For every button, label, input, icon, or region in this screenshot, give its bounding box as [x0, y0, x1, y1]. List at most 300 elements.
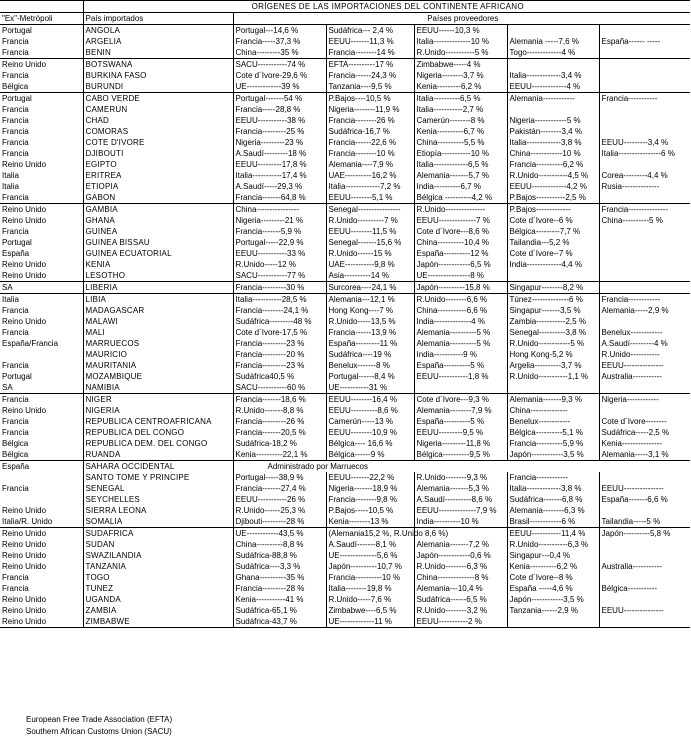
- cell-supplier-2: Sudáfrica----19 %: [326, 349, 414, 360]
- cell-metropoli: Reino Unido: [2, 160, 47, 169]
- cell-supplier-3: EEUU--------------7 %: [414, 215, 507, 226]
- cell-supplier-2: UE-------------11 %: [326, 616, 414, 628]
- cell-supplier-4: Bélgica---------7,7 %: [507, 226, 599, 237]
- cell-supplier-5: Alemania-----2,9 %: [599, 305, 690, 316]
- cell-metropoli: Reino Unido: [0, 59, 83, 71]
- cell-supplier-1: China---------35 %: [233, 47, 326, 59]
- cell-metropoli: [0, 494, 83, 505]
- cell-supplier-1: EEUU-----------26 %: [233, 494, 326, 505]
- cell-supplier-5: Benelux------------: [599, 327, 690, 338]
- cell-country: GHANA: [83, 215, 233, 226]
- cell-metropoli: Reino Unido: [2, 551, 47, 560]
- cell-country: TANZANIA: [83, 561, 233, 572]
- header-pais-importador: País importados: [83, 13, 233, 25]
- cell-supplier-2: Francia----------10 %: [326, 572, 414, 583]
- cell-metropoli: España: [2, 249, 30, 258]
- cell-supplier-1: Sudáfrica-43,7 %: [233, 616, 326, 628]
- cell-supplier-5: Nigeria------------: [599, 394, 690, 406]
- cell-supplier-4: Francia----------5,9 %: [507, 438, 599, 449]
- cell-supplier-2: UE-----------31 %: [326, 382, 414, 394]
- table-row: [0, 438, 690, 449]
- cell-supplier-4: Kenia----------6,2 %: [507, 561, 599, 572]
- cell-supplier-2: España---------11 %: [326, 338, 414, 349]
- cell-supplier-2: Asia----------14 %: [326, 270, 414, 282]
- cell-supplier-5: [599, 405, 690, 416]
- cell-supplier-2: Francia--------10 %: [326, 148, 414, 159]
- cell-supplier-5: EEUU---------------: [599, 605, 690, 616]
- cell-metropoli: Reino Unido: [2, 562, 47, 571]
- cell-supplier-4: Cote d´Ivore--7 %: [507, 248, 599, 259]
- cell-supplier-2: Italia--------19,8 %: [326, 583, 414, 594]
- cell-supplier-3: Italia-------------6,5 %: [414, 159, 507, 170]
- cell-supplier-1: R.Unido------25,3 %: [233, 505, 326, 516]
- table-row: [0, 126, 690, 137]
- cell-supplier-4: [507, 382, 599, 394]
- cell-metropoli: [0, 472, 83, 483]
- cell-supplier-2: R.Unido------15 %: [326, 248, 414, 259]
- cell-metropoli: España: [0, 461, 83, 473]
- cell-supplier-2: R.Unido-----7,6 %: [326, 594, 414, 605]
- cell-supplier-1: Portugal-------54 %: [233, 93, 326, 105]
- cell-supplier-2: P.Bajos----10,5 %: [326, 93, 414, 105]
- cell-supplier-4: Bélgica----------5,1 %: [507, 427, 599, 438]
- table-row: [0, 338, 690, 349]
- cell-country: CAMERUN: [83, 104, 233, 115]
- cell-supplier-4: R.Unido-----------1,1 %: [507, 371, 599, 382]
- cell-supplier-5: [599, 505, 690, 516]
- cell-supplier-4: [507, 104, 599, 115]
- cell-supplier-3: India----------6,7 %: [414, 181, 507, 192]
- table-row: [0, 115, 690, 126]
- footnote-efta: European Free Trade Association (EFTA): [26, 715, 173, 724]
- cell-supplier-4: Singapur-------3,5 %: [507, 305, 599, 316]
- cell-supplier-4: Singapur--------8,2 %: [507, 282, 599, 294]
- cell-supplier-3: India-----------9 %: [414, 349, 507, 360]
- cell-supplier-3: Zimbabwe-----4 %: [414, 59, 507, 71]
- cell-supplier-5: [599, 226, 690, 237]
- table-row: [0, 204, 690, 216]
- cell-metropoli: Francia: [2, 48, 29, 57]
- cell-supplier-5: Rusia--------------: [599, 181, 690, 192]
- cell-supplier-3: Alemania-------7,2 %: [414, 539, 507, 550]
- cell-country: MAURICIO: [83, 349, 233, 360]
- cell-supplier-4: Italia-------------3,8 %: [507, 137, 599, 148]
- cell-supplier-3: Bélgica ----------4,2 %: [414, 192, 507, 204]
- table-row: [0, 192, 690, 204]
- cell-supplier-4: Zambia-----------2,5 %: [507, 316, 599, 327]
- cell-metropoli: Bélgica: [2, 82, 29, 91]
- table-row: [0, 405, 690, 416]
- table-row: [0, 59, 690, 71]
- cell-metropoli: Bélgica: [2, 450, 29, 459]
- cell-supplier-2: Zimbabwe----6,5 %: [326, 605, 414, 616]
- cell-supplier-1: Kenia-----------41 %: [233, 594, 326, 605]
- cell-supplier-1: Francia---------30 %: [233, 282, 326, 294]
- cell-country: DJIBOUTI: [83, 148, 233, 159]
- cell-supplier-2: Francia------24,3 %: [326, 70, 414, 81]
- cell-supplier-3: Kenia----------6,7 %: [414, 126, 507, 137]
- cell-country: MADAGASCAR: [83, 305, 233, 316]
- cell-country: MARRUECOS: [83, 338, 233, 349]
- table-row: [0, 528, 690, 540]
- table-row: [0, 81, 690, 93]
- cell-supplier-3: Japón------------6,5 %: [414, 259, 507, 270]
- table-title: ORÍGENES DE LAS IMPORTACIONES DEL CONTINENTE AFRICANO: [83, 1, 690, 13]
- cell-supplier-4: [507, 616, 599, 628]
- cell-supplier-5: [599, 594, 690, 605]
- cell-supplier-1: Francia---------23 %: [233, 360, 326, 371]
- cell-country: MALAWI: [83, 316, 233, 327]
- cell-supplier-5: [599, 59, 690, 71]
- table-row: [0, 47, 690, 59]
- cell-supplier-1: Francia-------64,8 %: [233, 192, 326, 204]
- cell-supplier-1: SACU-----------60 %: [233, 382, 326, 394]
- table-row: [0, 360, 690, 371]
- cell-metropoli: Francia: [2, 127, 29, 136]
- cell-metropoli: Reino Unido: [2, 595, 47, 604]
- cell-supplier-3: Kenia---------6,2 %: [414, 81, 507, 93]
- cell-supplier-2: Portugal------8,4 %: [326, 371, 414, 382]
- cell-supplier-4: Italia-------------3,4 %: [507, 70, 599, 81]
- table-row: [0, 137, 690, 148]
- cell-supplier-4: Alemania -----7,6 %: [507, 36, 599, 47]
- cell-metropoli: Reino Unido: [2, 506, 47, 515]
- footnotes: [26, 714, 172, 738]
- cell-supplier-4: Japón------------3,5 %: [507, 449, 599, 461]
- cell-supplier-3: Italia----------6,5 %: [414, 93, 507, 105]
- cell-supplier-1: EEUU-----------33 %: [233, 248, 326, 259]
- cell-supplier-2: R.Unido-----13,5 %: [326, 316, 414, 327]
- cell-supplier-1: EEUU---------17,8 %: [233, 159, 326, 170]
- cell-country: COTE D'IVORE: [83, 137, 233, 148]
- table-row: [0, 159, 690, 170]
- cell-supplier-2: EEUU-------11,3 %: [326, 36, 414, 47]
- cell-country: BURUNDI: [83, 81, 233, 93]
- table-row: [0, 550, 690, 561]
- table-row: [0, 505, 690, 516]
- cell-supplier-3: Alemania---10,4 %: [414, 583, 507, 594]
- cell-supplier-1: Portugal---14,6 %: [233, 25, 326, 37]
- cell-country: TOGO: [83, 572, 233, 583]
- cell-supplier-4: Francia----------6,2 %: [507, 159, 599, 170]
- cell-supplier-2: EEUU--------11,5 %: [326, 226, 414, 237]
- cell-country: BENIN: [83, 47, 233, 59]
- cell-country: NIGER: [83, 394, 233, 406]
- cell-supplier-2: Nigeria--------11,9 %: [326, 104, 414, 115]
- cell-supplier-4: Singapur---0,4 %: [507, 550, 599, 561]
- cell-supplier-3: Cote d´Ivore---8,6 %: [414, 226, 507, 237]
- cell-supplier-2: Surcorea----24,1 %: [326, 282, 414, 294]
- cell-metropoli: Francia: [0, 394, 83, 406]
- cell-supplier-4: Alemania--------6,3 %: [507, 505, 599, 516]
- cell-supplier-5: [599, 81, 690, 93]
- cell-supplier-3: R.Unido--------9,3 %: [414, 472, 507, 483]
- cell-country: SWAZILANDIA: [83, 550, 233, 561]
- cell-metropoli: Reino Unido: [2, 317, 47, 326]
- cell-supplier-5: Japón----------5,8 %: [599, 528, 690, 540]
- cell-metropoli: SA: [2, 383, 13, 392]
- cell-supplier-3: EEUU-----------2 %: [414, 616, 507, 628]
- cell-supplier-1: Sudáfrica-65,1 %: [233, 605, 326, 616]
- cell-supplier-1: Francia---------28 %: [233, 583, 326, 594]
- cell-metropoli: Portugal: [2, 26, 32, 35]
- cell-supplier-1: R.Unido-------8,8 %: [233, 405, 326, 416]
- cell-supplier-4: Togo-------------4 %: [507, 47, 599, 59]
- cell-supplier-2: Camerún-----13 %: [326, 416, 414, 427]
- cell-supplier-5: [599, 70, 690, 81]
- cell-supplier-2: Bélgica---- 16,6 %: [326, 438, 414, 449]
- cell-supplier-5: [599, 104, 690, 115]
- table-row: [0, 93, 690, 105]
- cell-supplier-1: UE------------43,5 %: [233, 528, 326, 540]
- cell-supplier-4: Nigeria------------5 %: [507, 115, 599, 126]
- cell-supplier-4: China------------10 %: [507, 148, 599, 159]
- cell-metropoli: Portugal: [2, 238, 32, 247]
- cell-supplier-5: [599, 47, 690, 59]
- cell-supplier-1: Cote d´Ivore-29,6 %: [233, 70, 326, 81]
- cell-supplier-3: India----------10 %: [414, 516, 507, 528]
- cell-supplier-1: Francia-------18,6 %: [233, 394, 326, 406]
- cell-country: GABON: [83, 192, 233, 204]
- cell-metropoli: Francia: [2, 417, 29, 426]
- table-row: [0, 427, 690, 438]
- cell-supplier-5: [599, 550, 690, 561]
- cell-metropoli: Reino Unido: [0, 528, 83, 540]
- cell-supplier-3: A.Saudí----------8,6 %: [414, 494, 507, 505]
- cell-supplier-5: Cote d´Ivore--------: [599, 416, 690, 427]
- cell-metropoli: Francia: [2, 116, 29, 125]
- cell-country: LESOTHO: [83, 270, 233, 282]
- cell-supplier-5: [599, 192, 690, 204]
- cell-country: LIBERIA: [83, 282, 233, 294]
- cell-supplier-5: Australia-----------: [599, 561, 690, 572]
- cell-supplier-1: Nigeria---------21 %: [233, 215, 326, 226]
- cell-supplier-5: España-------6,6 %: [599, 494, 690, 505]
- cell-supplier-3: Nigeria--------3,7 %: [414, 70, 507, 81]
- cell-supplier-5: Kenia---------------: [599, 438, 690, 449]
- cell-supplier-1: UE-------------39 %: [233, 81, 326, 93]
- cell-metropoli: [0, 349, 83, 360]
- cell-supplier-3: EEUU---------9,5 %: [414, 427, 507, 438]
- cell-country: REPUBLICA CENTROAFRICANA: [83, 416, 233, 427]
- table-row: [0, 382, 690, 394]
- cell-supplier-1: Ghana----------35 %: [233, 572, 326, 583]
- cell-supplier-2: Kenia--------13 %: [326, 516, 414, 528]
- cell-supplier-3: Japón----------15,8 %: [414, 282, 507, 294]
- cell-supplier-3: Alemania-------5,7 %: [414, 170, 507, 181]
- cell-supplier-3: China----------5,5 %: [414, 137, 507, 148]
- cell-supplier-3: Italia-----------2,7 %: [414, 104, 507, 115]
- cell-supplier-2: Francia--------9,8 %: [326, 494, 414, 505]
- cell-supplier-4: [507, 270, 599, 282]
- table-row: [0, 70, 690, 81]
- cell-supplier-4: EEUU-------------4 %: [507, 81, 599, 93]
- cell-supplier-2: Senegal----------------: [326, 204, 414, 216]
- cell-supplier-2: Alemania---12,1 %: [326, 294, 414, 306]
- cell-country: UGANDA: [83, 594, 233, 605]
- cell-country: REPUBLICA DEL CONGO: [83, 427, 233, 438]
- cell-metropoli: Reino Unido: [0, 204, 83, 216]
- cell-country: BOTSWANA: [83, 59, 233, 71]
- cell-supplier-2: Nigeria-------18,9 %: [326, 483, 414, 494]
- cell-country: SENEGAL: [83, 483, 233, 494]
- cell-metropoli: Francia: [2, 105, 29, 114]
- table-row: [0, 36, 690, 47]
- cell-supplier-4: Argelia----------3,7 %: [507, 360, 599, 371]
- cell-supplier-4: Sudáfrica-------6,8 %: [507, 494, 599, 505]
- cell-supplier-5: [599, 572, 690, 583]
- cell-supplier-2: UE--------------5,6 %: [326, 550, 414, 561]
- cell-supplier-1: China----------------: [233, 204, 326, 216]
- cell-supplier-3: China--------------8 %: [414, 572, 507, 583]
- cell-supplier-1: Italia-----------17,4 %: [233, 170, 326, 181]
- cell-supplier-3: Japón------------0,6 %: [414, 550, 507, 561]
- cell-supplier-5: Francia---------------: [599, 204, 690, 216]
- cell-supplier-1: Cote d´Ivore-17,5 %: [233, 327, 326, 338]
- cell-supplier-2: EFTA----------17 %: [326, 59, 414, 71]
- table-row: [0, 305, 690, 316]
- cell-metropoli: Francia: [2, 37, 29, 46]
- cell-supplier-2: R.Unido----------7 %: [326, 215, 414, 226]
- cell-supplier-4: Pakistán--------3,4 %: [507, 126, 599, 137]
- cell-supplier-5: [599, 25, 690, 37]
- table-row: [0, 616, 690, 628]
- cell-supplier-3: [414, 382, 507, 394]
- cell-supplier-5: [599, 237, 690, 248]
- cell-supplier-1: Djibouti---------28 %: [233, 516, 326, 528]
- cell-supplier-3: EEUU--------------7,9 %: [414, 505, 507, 516]
- cell-metropoli: Italia: [2, 182, 19, 191]
- cell-supplier-1: Sudáfrica40,5 %: [233, 371, 326, 382]
- table-row: [0, 572, 690, 583]
- table-row: [0, 148, 690, 159]
- cell-supplier-2: UAE----------16,2 %: [326, 170, 414, 181]
- cell-supplier-4: Francia------------: [507, 472, 599, 483]
- cell-supplier-1: China----------8,8 %: [233, 539, 326, 550]
- cell-supplier-5: Corea---------4,4 %: [599, 170, 690, 181]
- cell-supplier-1: Sudáfrica-18,2 %: [233, 438, 326, 449]
- cell-country: SANTO TOME Y PRINCIPE: [83, 472, 233, 483]
- table-row: [0, 472, 690, 483]
- table-row: [0, 539, 690, 550]
- cell-supplier-5: R.Unido-----------: [599, 349, 690, 360]
- cell-metropoli: Portugal: [2, 372, 32, 381]
- cell-supplier-2: Francia------22,6 %: [326, 137, 414, 148]
- cell-supplier-5: [599, 270, 690, 282]
- cell-metropoli: Reino Unido: [2, 216, 47, 225]
- cell-supplier-4: Tailandia---5,2 %: [507, 237, 599, 248]
- cell-supplier-3: Etiopía-----------10 %: [414, 148, 507, 159]
- cell-supplier-5: Francia-----------: [599, 93, 690, 105]
- cell-country: NIGERIA: [83, 405, 233, 416]
- footnote-sacu: Southern African Customs Union (SACU): [26, 727, 172, 736]
- cell-supplier-3: Alemania----------5 %: [414, 338, 507, 349]
- cell-supplier-2: (Alemania15,2 %, R.Unido 8,6 %): [326, 528, 414, 540]
- cell-metropoli: Francia: [2, 227, 29, 236]
- cell-supplier-2: EEUU--------10,9 %: [326, 427, 414, 438]
- cell-country: ERITREA: [83, 170, 233, 181]
- cell-supplier-4: Túnez--------------6 %: [507, 294, 599, 306]
- cell-country: SIERRA LEONA: [83, 505, 233, 516]
- cell-metropoli: Reino Unido: [2, 260, 47, 269]
- cell-supplier-1: Portugal-----38,9 %: [233, 472, 326, 483]
- cell-supplier-5: Italia----------------6 %: [599, 148, 690, 159]
- cell-supplier-3: R.Unido--------6,6 %: [414, 294, 507, 306]
- cell-supplier-3: China-----------6,6 %: [414, 305, 507, 316]
- cell-supplier-1: SACU-----------77 %: [233, 270, 326, 282]
- table-row: [0, 181, 690, 192]
- cell-supplier-3: India--------------4 %: [414, 316, 507, 327]
- cell-supplier-3: EEUU-----------1,8 %: [414, 371, 507, 382]
- cell-supplier-3: UE----------------8 %: [414, 270, 507, 282]
- cell-supplier-2: Sudáfrica--- 2,4 %: [326, 25, 414, 37]
- cell-supplier-1: Kenia----------22,1 %: [233, 449, 326, 461]
- cell-metropoli: Reino Unido: [2, 406, 47, 415]
- table-row: [0, 316, 690, 327]
- cell-supplier-3: Alemania--------7,9 %: [414, 405, 507, 416]
- cell-supplier-2: UAE-----------9,8 %: [326, 259, 414, 270]
- cell-metropoli: Reino Unido: [2, 540, 47, 549]
- cell-country: GUINEA: [83, 226, 233, 237]
- cell-country: SUDAFRICA: [83, 528, 233, 540]
- cell-supplier-5: Australia-----------: [599, 371, 690, 382]
- cell-supplier-1: Francia-----37,3 %: [233, 36, 326, 47]
- table-header-row: [0, 13, 690, 25]
- cell-supplier-1: Francia-------20,5 %: [233, 427, 326, 438]
- cell-supplier-5: Bélgica-----------: [599, 583, 690, 594]
- cell-country: NAMIBIA: [83, 382, 233, 394]
- cell-supplier-2: Sudáfrica-16,7 %: [326, 126, 414, 137]
- cell-supplier-5: [599, 115, 690, 126]
- table-row: [0, 449, 690, 461]
- cell-supplier-3: Bélgica----------9,5 %: [414, 449, 507, 461]
- cell-supplier-4: EEUU-------------4,2 %: [507, 181, 599, 192]
- cell-supplier-5: [599, 316, 690, 327]
- cell-supplier-1: Francia-------5,9 %: [233, 226, 326, 237]
- cell-supplier-5: Tailandia-----5 %: [599, 516, 690, 528]
- cell-metropoli: Francia: [2, 584, 29, 593]
- cell-supplier-1: Sudáfrica---------48 %: [233, 316, 326, 327]
- cell-supplier-4: Tanzania------2,9 %: [507, 605, 599, 616]
- cell-supplier-4: Alemania-------9,3 %: [507, 394, 599, 406]
- cell-supplier-4: R.Unido------------5 %: [507, 338, 599, 349]
- cell-country: MAURITANIA: [83, 360, 233, 371]
- cell-supplier-3: R.Unido-----------5 %: [414, 47, 507, 59]
- cell-country: MOZAMBIQUE: [83, 371, 233, 382]
- cell-supplier-2: EEUU-------22,2 %: [326, 472, 414, 483]
- cell-supplier-1: Francia---------25 %: [233, 126, 326, 137]
- cell-supplier-4: Cote d´Ivore--8 %: [507, 572, 599, 583]
- cell-supplier-1: Francia---------26 %: [233, 416, 326, 427]
- cell-metropoli: Francia: [2, 306, 29, 315]
- table-row: [0, 494, 690, 505]
- cell-country: ARGELIA: [83, 36, 233, 47]
- cell-supplier-3: España----------5 %: [414, 416, 507, 427]
- table-row: [0, 561, 690, 572]
- table-row: [0, 226, 690, 237]
- cell-supplier-2: EEUU--------16,4 %: [326, 394, 414, 406]
- cell-supplier-1: Francia-------27,4 %: [233, 483, 326, 494]
- cell-metropoli: Francia: [2, 361, 29, 370]
- table-row: [0, 394, 690, 406]
- cell-country: TUNEZ: [83, 583, 233, 594]
- cell-supplier-4: Senegal----------3,8 %: [507, 327, 599, 338]
- cell-country: EGIPTO: [83, 159, 233, 170]
- table-row: [0, 270, 690, 282]
- cell-supplier-5: [599, 472, 690, 483]
- cell-supplier-1: Nigeria---------23 %: [233, 137, 326, 148]
- cell-supplier-5: EEUU---------------: [599, 360, 690, 371]
